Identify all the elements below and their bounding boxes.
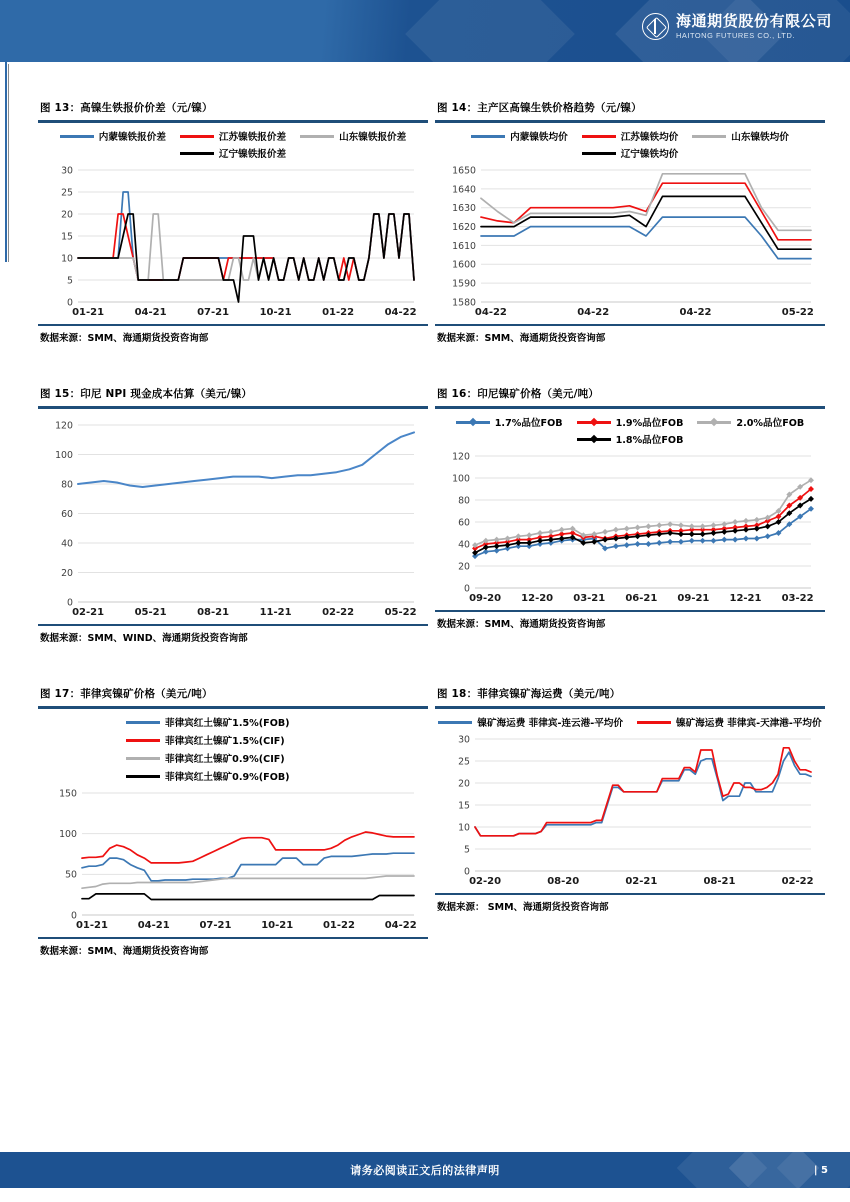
figure-top-rule [435,120,825,123]
figure-row-2 [0,386,850,644]
svg-text:80: 80 [61,479,73,491]
footer-disclaimer: 请务必阅读正文后的法律声明 [350,1164,500,1177]
svg-text:1650: 1650 [452,165,476,177]
chart-canvas [38,419,428,624]
svg-text:02-22: 02-22 [781,876,814,887]
svg-text:07-21: 07-21 [197,307,230,318]
svg-text:01-21: 01-21 [75,920,108,931]
legend-item[interactable] [582,146,679,160]
svg-text:60: 60 [61,508,73,520]
figure-source: 数据来源：SMM、海通期货投资咨询部 [437,333,606,344]
legend-item[interactable] [180,129,286,143]
svg-text:01-21: 01-21 [72,307,105,318]
figure-title: 图 13：高镍生铁报价价差（元/镍） [40,102,213,114]
legend-label: 1.9%品位FOB [615,418,684,429]
legend-color-swatch [126,739,160,742]
legend-item[interactable] [300,129,406,143]
logo-name-en: HAITONG FUTURES CO., LTD. [675,30,795,40]
svg-text:1590: 1590 [452,278,476,290]
legend-item[interactable] [471,129,568,143]
legend-color-swatch [300,135,334,138]
svg-text:20: 20 [458,561,470,573]
legend-label: 山东镍铁均价 [731,132,789,143]
legend-label: 江苏镍铁均价 [620,132,679,143]
logo-text [675,11,832,40]
legend-label: 内蒙镍铁均价 [510,132,568,143]
svg-text:20: 20 [61,209,73,221]
legend-color-swatch [456,421,490,424]
legend-color-swatch [577,438,611,441]
svg-text:120: 120 [55,420,73,432]
figure-panel [435,129,825,324]
svg-text:04-21: 04-21 [137,920,170,931]
svg-text:100: 100 [59,829,77,841]
svg-text:05-21: 05-21 [134,607,167,618]
legend-label: 菲律宾红土镍矿0.9%(FOB) [165,772,290,783]
legend-color-swatch [582,152,616,155]
svg-text:100: 100 [452,473,470,485]
svg-text:11-21: 11-21 [259,607,292,618]
svg-text:5: 5 [67,275,73,287]
svg-text:1640: 1640 [452,184,476,196]
legend-item[interactable] [60,129,166,143]
svg-text:100: 100 [55,449,73,461]
svg-text:25: 25 [458,756,470,768]
legend-label: 山东镍铁报价差 [339,132,407,143]
legend-color-swatch [692,135,726,138]
figure-top-rule [38,706,428,709]
svg-text:0: 0 [464,866,470,878]
figure-fig18 [435,686,825,957]
svg-text:120: 120 [452,451,470,463]
chart-canvas [38,787,428,937]
svg-text:03-22: 03-22 [781,593,814,604]
svg-text:08-20: 08-20 [547,876,580,887]
svg-text:12-20: 12-20 [521,593,554,604]
figure-title: 图 17：菲律宾镍矿价格（美元/吨） [40,688,213,700]
figure-title: 图 15：印尼 NPI 现金成本估算（美元/镍） [40,388,253,400]
svg-text:30: 30 [61,165,73,177]
figure-panel [435,715,825,893]
svg-text:06-21: 06-21 [625,593,658,604]
page-footer [0,1152,850,1188]
figure-top-rule [38,406,428,409]
figure-source: 数据来源： SMM、海通期货投资咨询部 [437,902,609,913]
figure-source: 数据来源：SMM、WIND、海通期货投资咨询部 [40,633,248,644]
page-number: | 5 [813,1164,828,1176]
legend-color-swatch [126,775,160,778]
legend-label: 江苏镍铁报价差 [218,132,287,143]
chart-legend [435,415,825,446]
svg-text:04-22: 04-22 [384,307,417,318]
figure-fig14 [435,100,825,344]
figure-top-rule [435,406,825,409]
legend-color-swatch [126,757,160,760]
legend-label: 镍矿海运费 菲律宾-天津港-平均价 [676,718,822,729]
figure-top-rule [38,120,428,123]
chart-canvas [38,164,428,324]
svg-text:0: 0 [67,297,73,309]
legend-item[interactable] [126,769,290,783]
legend-color-swatch [180,135,214,138]
svg-text:01-22: 01-22 [322,307,355,318]
svg-text:05-22: 05-22 [781,307,814,318]
svg-text:0: 0 [67,597,73,609]
svg-text:10: 10 [61,253,73,265]
haitong-circle-logo-icon [642,13,669,40]
legend-item[interactable] [692,129,789,143]
svg-text:04-22: 04-22 [384,920,417,931]
legend-color-swatch [582,135,616,138]
svg-text:20: 20 [458,778,470,790]
legend-color-swatch [126,721,160,724]
chart-legend [38,715,428,783]
svg-text:05-22: 05-22 [384,607,417,618]
svg-text:5: 5 [464,844,470,856]
svg-text:1580: 1580 [452,297,476,309]
svg-text:40: 40 [458,539,470,551]
svg-text:50: 50 [65,869,77,881]
legend-color-swatch [577,421,611,424]
figure-bottom-rule [38,937,428,939]
svg-text:10-21: 10-21 [261,920,294,931]
svg-text:15: 15 [458,800,470,812]
legend-label: 辽宁镍铁报价差 [218,149,287,160]
figure-bottom-rule [38,624,428,626]
figure-title: 图 14：主产区高镍生铁价格趋势（元/镍） [437,102,642,114]
legend-label: 菲律宾红土镍矿1.5%(FOB) [165,718,290,729]
svg-text:15: 15 [61,231,73,243]
figure-panel [38,415,428,624]
legend-item[interactable] [697,415,804,429]
figure-bottom-rule [435,324,825,326]
figure-row-1 [0,100,850,344]
legend-item[interactable] [126,733,285,747]
svg-text:01-22: 01-22 [322,920,355,931]
svg-text:30: 30 [458,734,470,746]
svg-text:40: 40 [61,538,73,550]
svg-text:60: 60 [458,517,470,529]
svg-text:04-22: 04-22 [679,307,712,318]
figure-row-3 [0,686,850,957]
svg-text:02-21: 02-21 [625,876,658,887]
chart-legend [435,715,825,729]
legend-label: 菲律宾红土镍矿0.9%(CIF) [165,754,285,765]
figure-title: 图 18：菲律宾镍矿海运费（美元/吨） [437,688,621,700]
figure-top-rule [435,706,825,709]
svg-text:02-20: 02-20 [469,876,502,887]
legend-label: 镍矿海运费 菲律宾-连云港-平均价 [477,718,623,729]
chart-legend [38,129,428,160]
legend-color-swatch [180,152,214,155]
legend-label: 1.7%品位FOB [494,418,563,429]
svg-text:80: 80 [458,495,470,507]
legend-item[interactable] [126,751,285,765]
figure-panel [38,715,428,937]
svg-text:1600: 1600 [452,259,476,271]
logo-name-cn: 海通期货股份有限公司 [675,11,832,30]
legend-label: 1.8%品位FOB [615,435,684,446]
figure-panel [435,415,825,610]
svg-text:20: 20 [61,567,73,579]
legend-item[interactable] [582,129,679,143]
svg-text:02-22: 02-22 [322,607,355,618]
chart-canvas [435,164,825,324]
figure-source: 数据来源：SMM、海通期货投资咨询部 [40,333,209,344]
figure-bottom-rule [435,893,825,895]
svg-text:1620: 1620 [452,221,476,233]
svg-text:150: 150 [59,788,77,800]
figure-fig17 [38,686,428,957]
svg-text:0: 0 [464,583,470,595]
figure-fig13 [38,100,428,344]
figure-fig15 [38,386,428,644]
svg-text:07-21: 07-21 [199,920,232,931]
legend-item[interactable] [577,432,684,446]
svg-text:1630: 1630 [452,203,476,215]
svg-text:10: 10 [458,822,470,834]
svg-text:10-21: 10-21 [259,307,292,318]
legend-item[interactable] [438,715,623,729]
figure-bottom-rule [38,324,428,326]
figure-fig16 [435,386,825,644]
svg-text:08-21: 08-21 [197,607,230,618]
svg-text:12-21: 12-21 [729,593,762,604]
chart-canvas [435,450,825,610]
svg-text:03-21: 03-21 [573,593,606,604]
legend-item[interactable] [456,415,563,429]
legend-color-swatch [471,135,505,138]
legend-label: 菲律宾红土镍矿1.5%(CIF) [165,736,285,747]
legend-color-swatch [60,135,94,138]
header-chevron-decoration [405,0,575,62]
svg-text:25: 25 [61,187,73,199]
svg-text:04-22: 04-22 [577,307,610,318]
legend-color-swatch [697,421,731,424]
legend-color-swatch [438,721,472,724]
chart-canvas [435,733,825,893]
figure-source: 数据来源：SMM、海通期货投资咨询部 [40,946,209,957]
page-header [0,0,850,62]
svg-text:0: 0 [71,910,77,922]
legend-item[interactable] [180,146,286,160]
legend-label: 辽宁镍铁均价 [620,149,679,160]
legend-color-swatch [637,721,671,724]
svg-text:09-21: 09-21 [677,593,710,604]
figure-panel [38,129,428,324]
legend-label: 内蒙镍铁报价差 [98,132,166,143]
company-logo [642,13,832,40]
svg-text:08-21: 08-21 [703,876,736,887]
svg-text:09-20: 09-20 [469,593,502,604]
legend-item[interactable] [577,415,684,429]
svg-text:02-21: 02-21 [72,607,105,618]
svg-text:04-21: 04-21 [134,307,167,318]
svg-text:04-22: 04-22 [474,307,507,318]
figures-grid [0,100,850,999]
legend-label: 2.0%品位FOB [736,418,805,429]
figure-title: 图 16：印尼镍矿价格（美元/吨） [437,388,600,400]
figure-source: 数据来源：SMM、海通期货投资咨询部 [437,619,606,630]
figure-bottom-rule [435,610,825,612]
svg-text:1610: 1610 [452,240,476,252]
legend-item[interactable] [126,715,290,729]
legend-item[interactable] [637,715,822,729]
chart-legend [435,129,825,160]
